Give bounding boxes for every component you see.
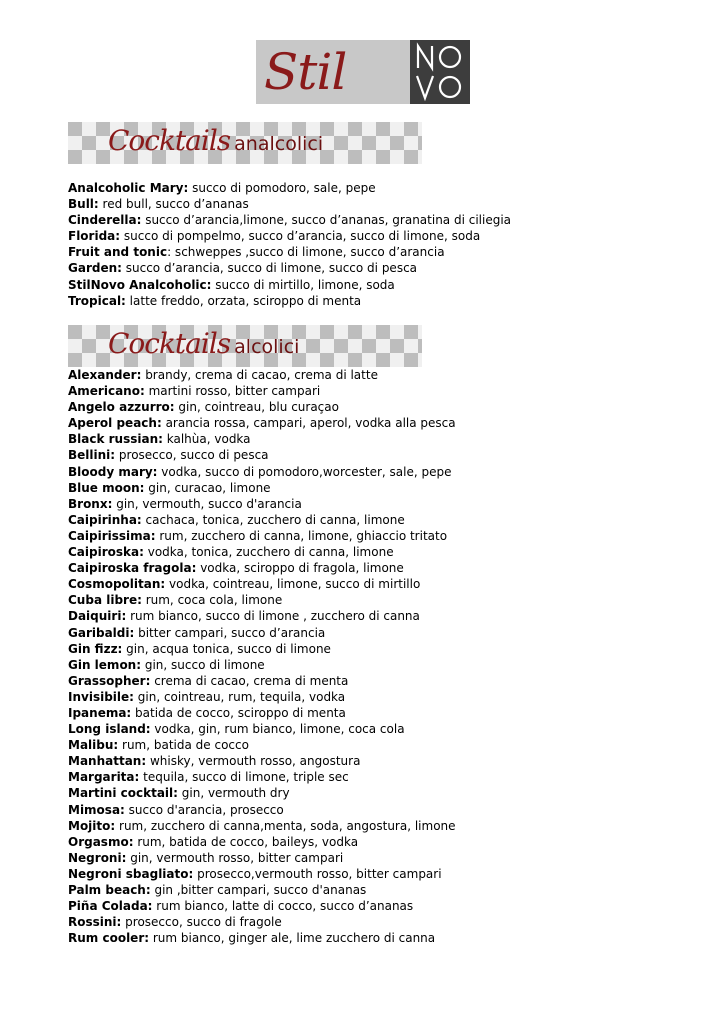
cocktail-name: Gin lemon: [68,657,142,672]
cocktail-name: Bloody mary: [68,464,158,479]
cocktail-ingredients: gin, cointreau, blu curaçao [174,400,339,415]
cocktail-name: Malibu: [68,738,119,753]
list-item [68,383,456,399]
cocktail-name: Orgasmo: [68,834,134,849]
cocktail-ingredients: gin, curacao, limone [144,480,271,495]
cocktail-name: Grassopher: [68,673,151,688]
cocktail-name: Martini cocktail: [68,786,178,801]
cocktail-ingredients: bitter campari, succo d’arancia [134,625,326,640]
cocktail-ingredients: tequila, succo di limone, triple sec [139,770,349,785]
section-title-word: analcolici [234,133,324,155]
cocktail-ingredients: cachaca, tonica, zucchero di canna, limone [141,512,405,527]
cocktail-ingredients: vodka, cointreau, limone, succo di mirtillo [165,577,421,592]
cocktail-name: Palm beach: [68,883,151,897]
cocktail-name: Mojito: [68,818,116,833]
cocktail-ingredients: vodka, tonica, zucchero di canna, limone [143,545,394,560]
list-item [68,721,456,737]
list-item [68,657,456,673]
cocktail-ingredients: batida de cocco, sciroppo di menta [131,705,346,720]
list-item [68,528,456,544]
cocktail-ingredients: rum, coca cola, limone [141,593,283,608]
cocktail-name: Analcoholic Mary: [68,181,189,195]
logo-left-panel [256,40,410,104]
list-item [68,834,456,850]
list-item [68,608,456,624]
cocktail-ingredients: prosecco, succo di pesca [115,448,269,463]
logo-monogram-icon [410,40,470,104]
cocktail-name: Garibaldi: [68,625,135,640]
list-item [68,399,456,415]
list-item [68,244,511,260]
list-item [68,673,456,689]
list-item [68,277,511,293]
list-item [68,228,511,244]
cocktail-name: Bull: [68,197,99,212]
cocktail-ingredients: gin, cointreau, rum, tequila, vodka [133,689,346,704]
cocktail-name: Garden: [68,261,122,276]
cocktail-ingredients: vodka, succo di pomodoro,worcester, sale, pepe [157,464,452,479]
cocktail-name: Bronx: [68,496,113,511]
cocktail-ingredients: succo d’arancia,limone, succo d’ananas, granatina di ciliegia [141,213,512,228]
analcolici-list [68,180,511,309]
cocktail-name: Aperol peach: [68,416,162,431]
section-banner-analcolici [68,122,422,164]
cocktail-name: Cuba libre: [68,593,142,608]
list-item [68,625,456,641]
list-item [68,592,456,608]
list-item [68,737,456,753]
list-item [68,212,511,228]
cocktail-ingredients: prosecco, succo di fragole [121,915,282,930]
cocktail-name: Cinderella: [68,213,142,228]
cocktail-name: Invisibile: [68,689,134,704]
cocktail-ingredients: succo di pompelmo, succo d’arancia, succo di limone, soda [120,229,481,244]
list-item [68,866,456,882]
cocktail-ingredients: rum bianco, succo di limone , zucchero di canna [126,609,420,624]
cocktail-ingredients: red bull, succo d’ananas [98,197,249,212]
cocktail-name: Cosmopolitan: [68,577,166,592]
section-title [108,327,299,360]
cocktail-ingredients: latte freddo, orzata, sciroppo di menta [125,293,362,308]
list-item [68,464,456,480]
cocktail-name: Caipiroska fragola: [68,561,197,576]
cocktail-name: Rossini: [68,915,122,930]
logo-word: Stil [264,43,347,101]
cocktail-ingredients: martini rosso, bitter campari [144,384,321,399]
cocktail-ingredients: gin, vermouth dry [177,786,290,801]
cocktail-ingredients: gin, vermouth, succo d'arancia [112,496,302,511]
section-script-title: Cocktails [108,124,231,157]
cocktail-name: Florida: [68,229,121,244]
list-item [68,769,456,785]
list-item [68,705,456,721]
list-item [68,447,456,463]
cocktail-ingredients: succo di pomodoro, sale, pepe [188,181,376,195]
cocktail-name: Rum cooler: [68,931,150,946]
list-item [68,802,456,818]
list-item [68,293,511,309]
cocktail-ingredients: succo d’arancia, succo di limone, succo di pesca [121,261,418,276]
cocktail-name: Ipanema: [68,705,132,720]
list-item [68,260,511,276]
cocktail-ingredients: rum, zucchero di canna,menta, soda, angostura, limone [115,818,456,833]
cocktail-name: Bellini: [68,448,116,463]
section-script-title: Cocktails [108,327,231,360]
list-item [68,882,456,898]
cocktail-name: Caipirissima: [68,528,156,543]
list-item [68,431,456,447]
cocktail-ingredients: rum, batida de cocco, baileys, vodka [133,834,359,849]
cocktail-ingredients: rum, zucchero di canna, limone, ghiaccio tritato [155,528,448,543]
list-item [68,641,456,657]
cocktail-name: Long island: [68,722,151,737]
cocktail-ingredients: rum, batida de cocco [118,738,249,753]
list-item [68,753,456,769]
list-item [68,850,456,866]
cocktail-ingredients: arancia rossa, campari, aperol, vodka alla pesca [161,416,456,431]
cocktail-name: Piña Colada: [68,899,153,914]
cocktail-name: Caipirinha: [68,512,142,527]
cocktail-ingredients: succo di mirtillo, limone, soda [211,277,395,292]
cocktail-name: Fruit and tonic [68,245,168,260]
cocktail-ingredients: vodka, sciroppo di fragola, limone [196,561,404,576]
cocktail-ingredients: succo d'arancia, prosecco [124,802,284,817]
list-item [68,196,511,212]
cocktail-name: Mimosa: [68,802,125,817]
list-item [68,689,456,705]
list-item [68,914,456,930]
cocktail-name: Angelo azzurro: [68,400,175,415]
section-title [108,124,323,157]
cocktail-ingredients: : schweppes ,succo di limone, succo d’arancia [167,245,445,260]
list-item [68,415,456,431]
cocktail-name: Alexander: [68,368,142,382]
list-item [68,544,456,560]
cocktail-name: Black russian: [68,432,163,447]
logo-right-panel [410,40,470,104]
cocktail-ingredients: gin ,bitter campari, succo d'ananas [150,883,367,897]
cocktail-name: Blue moon: [68,480,145,495]
cocktail-name: Caipiroska: [68,545,144,560]
cocktail-name: Daiquiri: [68,609,127,624]
cocktail-name: Margarita: [68,770,140,785]
list-item [68,180,511,196]
list-item [68,496,456,512]
section-banner-alcolici [68,325,422,367]
cocktail-ingredients: prosecco,vermouth rosso, bitter campari [193,866,442,881]
list-item [68,512,456,528]
cocktail-ingredients: kalhùa, vodka [162,432,251,447]
list-item [68,898,456,914]
cocktail-ingredients: whisky, vermouth rosso, angostura [146,754,361,769]
cocktail-name: Negroni sbagliato: [68,866,194,881]
cocktail-ingredients: rum bianco, latte di cocco, succo d’ananas [152,899,414,914]
cocktail-ingredients: rum bianco, ginger ale, lime zucchero di canna [149,931,436,946]
cocktail-ingredients: gin, acqua tonica, succo di limone [122,641,331,656]
cocktail-name: Americano: [68,384,145,399]
list-item [68,930,456,946]
cocktail-ingredients: gin, succo di limone [141,657,265,672]
cocktail-name: StilNovo Analcoholic: [68,277,212,292]
cocktail-name: Manhattan: [68,754,147,769]
list-item [68,576,456,592]
alcolici-list [68,367,456,946]
list-item [68,480,456,496]
cocktail-ingredients: crema di cacao, crema di menta [150,673,349,688]
list-item [68,560,456,576]
cocktail-name: Negroni: [68,850,127,865]
cocktail-ingredients: brandy, crema di cacao, crema di latte [141,368,378,382]
section-title-word: alcolici [234,336,300,358]
list-item [68,785,456,801]
cocktail-ingredients: gin, vermouth rosso, bitter campari [126,850,344,865]
list-item [68,818,456,834]
cocktail-ingredients: vodka, gin, rum bianco, limone, coca cola [150,722,405,737]
cocktail-name: Gin fizz: [68,641,123,656]
list-item [68,367,456,383]
cocktail-name: Tropical: [68,293,126,308]
stilnovo-logo [256,40,470,104]
